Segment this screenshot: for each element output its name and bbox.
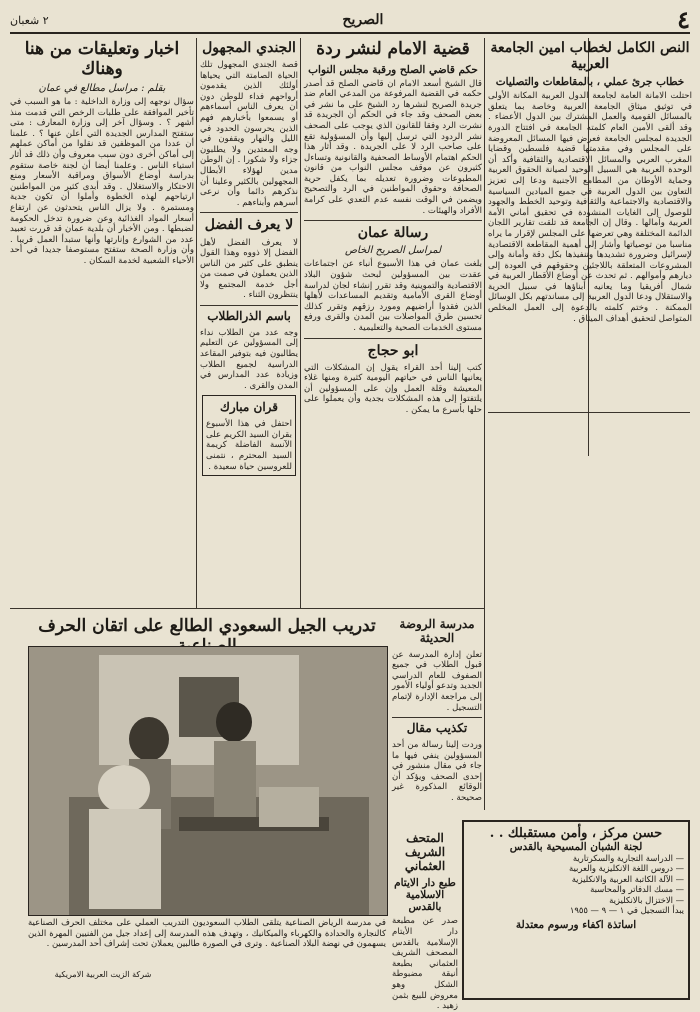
ad-item: — مسك الدفاتر والمحاسبة bbox=[590, 884, 684, 895]
subheadline: طبع دار الايتام الاسلامية بالقدس bbox=[394, 877, 456, 914]
article-body: صدر عن مطبعة دار الأيتام الإسلامية بالقدس المصحف الشريف العثماني بطبعة أنيقة مضبوطة الشكل وهو معروض للبيع بثمن زهيد . bbox=[392, 916, 458, 1012]
ad-item: — الاختزال بالانكليزية bbox=[609, 894, 684, 905]
subheadline: خطاب جرئ عملي ، بالمقاطعات والتصليات bbox=[495, 76, 685, 89]
workshop-photo bbox=[28, 646, 388, 916]
article-quran bbox=[392, 830, 458, 1012]
ad-organization: لجنة الشبان المسيحية بالقدس bbox=[509, 841, 643, 853]
article-body: قصة الجندي المجهول تلك الحياة الصامتة التي يحياها أولئك الذين يقدمون أرواحهم فداء للوطن دون أن يعرف الناس أسماءهم أو يسمعوا بأخبارهم فهم الذين يحرسون الحدود في الليل والنهار ويقفون في وجه المعتدين ولا يطلبون جزاء ولا شكورا . إن الوطن مدين لهؤلاء الأبطال المجهولين بالكثير وعلينا أن نذكرهم دائما وأن نرعى أسرهم وأبناءهم . bbox=[200, 60, 298, 208]
headline: قضية الامام لنشر ردة bbox=[316, 39, 470, 59]
article-body: وردت إلينا رسالة من أحد المسؤولين ينفي فيها ما جاء في مقال منشور في إحدى الصحف ويؤكد أن الوقائع المذكورة غير صحيحة . bbox=[392, 739, 482, 803]
article-body: وجه عدد من الطلاب نداء إلى المسؤولين عن التعليم يطالبون فيه بتوفير المقاعد الدراسية لجميع الطلاب وزيادة عدد المدارس في المدن والقرى . bbox=[200, 327, 298, 391]
headline: ابو حجاج bbox=[367, 342, 419, 359]
article-body: لا يعرف الفضل لأهل الفضل إلا ذووه وهذا القول ينطبق على كثير من الناس الذين يعملون في صمت من أجل خدمة المجتمع ولا ينتظرون الثناء . bbox=[200, 237, 298, 301]
column-rule bbox=[484, 38, 485, 810]
headline: رسالة عمان bbox=[357, 225, 429, 242]
headline: النص الكامل لخطاب امين الجامعة العربية bbox=[490, 40, 690, 73]
ad-item: — الآلة الكاتبة العربية والانكليزية bbox=[571, 873, 684, 884]
headline: الجندي المجهول bbox=[202, 40, 296, 56]
masthead bbox=[10, 5, 690, 34]
byline: لمراسل الصريح الخاص bbox=[344, 245, 442, 257]
wedding-notice bbox=[202, 395, 296, 476]
headline: المتحف الشريف العثماني bbox=[404, 831, 446, 873]
headline: قران مبارك bbox=[219, 400, 279, 415]
issue-date: ٢ شعبان bbox=[10, 13, 49, 27]
feature-headline: تدريب الجيل السعودي الطالع على اتقان الحرف bbox=[38, 616, 376, 636]
page-number: ٤ bbox=[677, 5, 690, 34]
article-body: كتب إلينا أحد القراء يقول إن المشكلات التي يعانيها الناس في حياتهم اليومية كثيرة ومنها غلاء المعيشة وقلة العمل وإن على المسؤولين أن يلتفتوا إلى هذه المشكلات بجدية وأن يعملوا على حلها بأسرع ما يمكن . bbox=[304, 362, 482, 415]
column-rule bbox=[300, 38, 301, 608]
divider bbox=[304, 220, 482, 221]
article-body: احتلت الامانة العامة لجامعة الدول العربية المكانة الأولى في توثيق ميثاق الجامعة العربية وخاصة بما يتعلق بالمسائل القومية والعمل المشترك بين الدول الأعضاء . وقد ألقى الأمين العام كلمته الجامعة في افتتاح الدورة الجديدة لمجلس الجامعة فعرض فيها المسائل المعروضة على المجلس وفي مقدمتها قضية فلسطين وقضايا المغرب العربي والمسائل الاقتصادية والثقافية وأكد أن الوحدة العربية هي السبيل الوحيد لصيانة الحقوق العربية وحماية الأوطان من المطامع الأجنبية ودعا إلى تعزيز التعاون بين الدول العربية في جميع الميادين السياسية والاقتصادية والاجتماعية والثقافية وتوحيد الخطط والجهود للوصول إلى الغايات المنشودة في تحقيق أماني الأمة العربية وآمالها . وقال إن الجامعة قد تلقت تقارير اللجان الدائمة المختلفة وهي تعرضها على المجلس لإقرار ما يراه مناسبا من توصياتها وأشار إلى أهمية المقاطعة الاقتصادية لإسرائيل وضرورة تشديدها وتنفيذها بكل دقة وأمانة وإلى المشروعات المتعلقة باللاجئين وحقوقهم في العودة إلى ديارهم وأموالهم . ثم تحدث عن أوضاع الأقطار العربية في شمال أفريقيا وما يعانيه أبناؤها في سبيل الحرية والاستقلال ودعا الدول العربية إلى مساندتهم بكل الوسائل الممكنة . وختم كلمته بالدعوة إلى العمل المخلص المتواصل لتحقيق أهداف الميثاق . bbox=[488, 91, 692, 324]
article-body: تعلن إدارة المدرسة عن قبول الطلاب في جميع الصفوف للعام الدراسي الجديد وتدعو أولياء الأمور إلى مراجعة الإدارة لإتمام التسجيل . bbox=[392, 649, 482, 713]
headline: لا يعرف الفضل bbox=[204, 217, 294, 234]
workshop-photo-image bbox=[29, 647, 387, 915]
ymca-advertisement bbox=[462, 820, 690, 1000]
divider bbox=[304, 338, 482, 339]
article-body: احتفل في هذا الأسبوع بقران السيد الكريم على الآنسة الفاضلة كريمة السيد المحترم ، نتمنى للعروسين حياة سعيدة . bbox=[206, 419, 292, 472]
headline: تكذيب مقال bbox=[406, 721, 468, 736]
ad-slogan: حسن مركز ، وأمن مستقبلك . . bbox=[489, 826, 663, 841]
divider bbox=[200, 212, 298, 213]
ad-item: يبدأ التسجيل في ١ — ٩ — ١٩٥٥ bbox=[569, 905, 684, 916]
column-rule bbox=[196, 38, 197, 608]
headline: اخبار وتعليقات من هنا وهناك bbox=[24, 39, 180, 79]
photo-caption: في مدرسة الرياض الصناعية يتلقى الطلاب السعوديون التدريب العملي على مختلف الحرف الصناعية كالنجارة والحدادة والكهرباء والميكانيك ، وتهدف هذه المدرسة إلى إعداد جيل من الفنيين المهرة الذين يسهمون في نهضة البلاد الصناعية . وترى في الصورة طالبين يعملان تحت إشراف أحد المدرسين . bbox=[28, 918, 386, 949]
photo-credit: شركة الزيت العربية الامريكية bbox=[54, 970, 152, 979]
article-school bbox=[392, 616, 482, 816]
divider bbox=[392, 717, 482, 718]
byline: بقلم : مراسل مطالع في عمان bbox=[38, 83, 166, 95]
subheadline: حكم قاضي الصلح ورقبة مجلس النواب bbox=[308, 63, 478, 76]
ad-footer: اساتذة اكفاء ورسوم معتدلة bbox=[515, 919, 637, 932]
article-news-notes bbox=[10, 38, 194, 608]
article-body: سؤال نوجهه إلى وزارة الداخلية : ما هو السبب في تأخير الموافقة على طلبات الرخص التي قدمت منذ أشهر ؟ . وسؤال آخر إلى وزارة المعارف : متى ستفتح المدارس الجديدة التي أعلن عنها ؟ . علمنا أن عددا من الموظفين قد نقلوا من أماكن عملهم إلى أماكن أخرى دون سبب معروف وأن ذلك قد أثار استياء الناس . وعلمنا أيضا أن لجنة خاصة ستقوم بدراسة أوضاع الأسواق ومراقبة الأسعار ومنع الاحتكار والاستغلال . وقد أبدى كثير من المواطنين ارتياحهم لهذه الخطوة وأملوا أن تكون جدية ومستمرة . ولا يزال الناس يتحدثون عن ارتفاع أسعار المواد الغذائية وعن ضرورة تدخل الحكومة لضبطها . ومن الأخبار أن بلدية عمان قد قررت تعبيد عدد من الشوارع وإنارتها وأنها ستبدأ العمل قريبا . وأن وزارة الصحة ستفتح مستوصفا جديدا في أحد الأحياء الشعبية لخدمة السكان . bbox=[10, 97, 194, 266]
ad-item: — الدراسة التجارية والسكرتارية bbox=[572, 853, 684, 863]
article-arab-league bbox=[488, 38, 692, 818]
article-body: بلغت عمان في هذا الأسبوع أنباء عن اجتماعات عقدت بين المسؤولين لبحث شؤون البلاد الاقتصادية والتموينية وقد تقرر إنشاء لجان لدراسة أوضاع القرى الأمامية وتقديم المساعدات لأهلها الذين فقدوا أراضيهم ومورد رزقهم وتقرر كذلك تحسين طرق المواصلات بين المدن والقرى ورفع مستوى الخدمات الصحية والتعليمية . bbox=[304, 259, 482, 333]
ad-item: — دروس اللغة الانكليزية والعربية bbox=[569, 863, 684, 874]
headline: باسم الذرالطلاب bbox=[207, 309, 291, 324]
divider bbox=[200, 305, 298, 306]
article-body: قال الشيخ أسعد الامام ان قاضي الصلح قد أصدر حكمه في القضية المرفوعة من المدعي العام ضد جريدة الصريح لنشرها رد الشيخ على ما نشر في بعض الصحف وقد جاء في الحكم أن الجريدة قد نشرت الرد وفقا للقانون الذي يوجب على الصحف نشر الردود التي ترسل إليها وأن المسؤولية تقع على صاحب الرد لا على الجريدة . وقد أثار هذا الحكم اهتمام الأوساط الصحفية والقانونية وتساءل كثيرون عن موقف مجلس النواب من قانون المطبوعات وضرورة تعديله بما يكفل حرية الصحافة وحقوق المواطنين في الرد والتصحيح ويضمن في الوقت نفسه عدم التعدي على كرامة الأفراد والهيئات . bbox=[304, 78, 482, 216]
section-rule bbox=[10, 608, 484, 609]
headline: مدرسة الروضة الحديثة bbox=[399, 617, 475, 645]
article-imam-case bbox=[304, 38, 482, 608]
paper-name: الصريح bbox=[342, 12, 384, 28]
article-unknown-soldier bbox=[200, 38, 298, 608]
